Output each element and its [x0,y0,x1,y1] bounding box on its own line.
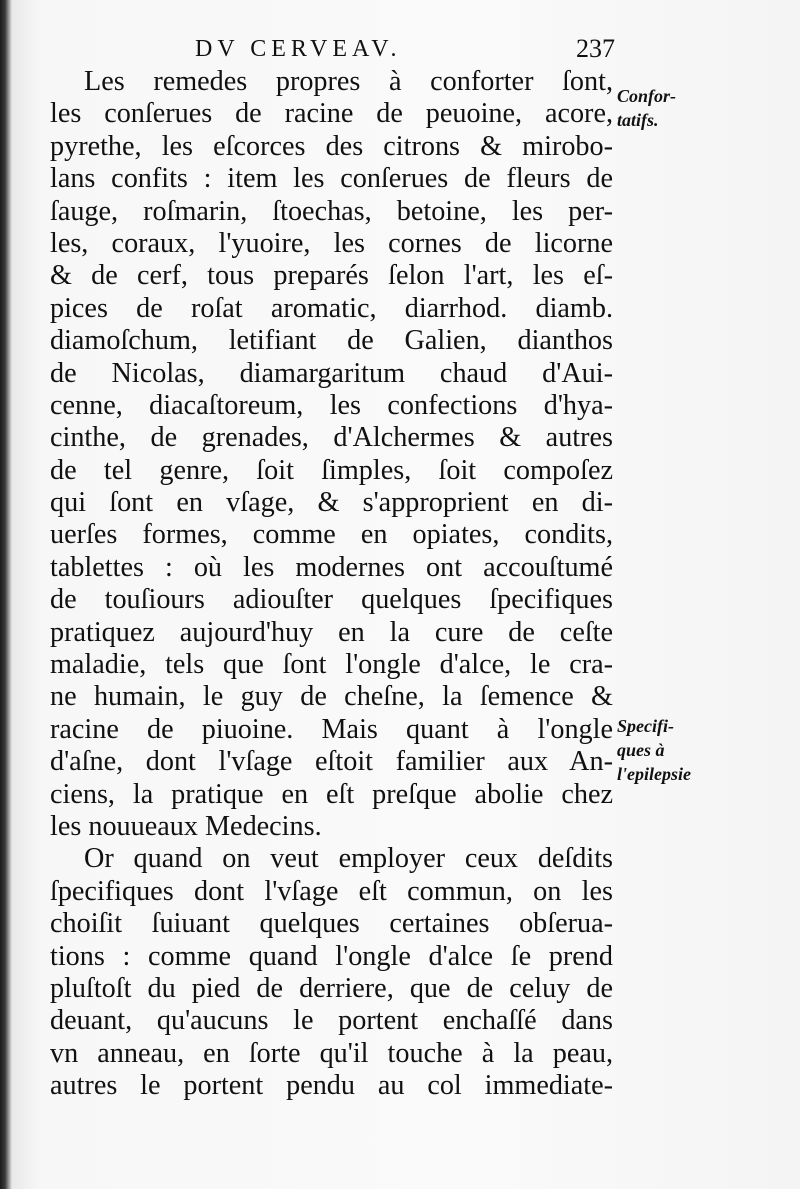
text-line: maladie, tels que ſont l'ongle d'alce, le cra- [50,649,613,681]
text-line: Les remedes propres à conforter ſont, [84,66,613,97]
text-line: les, coraux, l'yuoire, les cornes de licorne [50,227,613,259]
text-line: les conſerues de racine de peuoine, acore, [50,98,613,130]
text-line: ne humain, le guy de cheſne, la ſemence & [50,681,613,713]
text-line: uerſes formes, comme en opiates, condits, [50,519,613,551]
text-line: tions : comme quand l'ongle d'alce ſe prend [50,940,613,972]
margin-note-line: Confor- [617,86,677,106]
page-number: 237 [576,34,615,63]
text-line: tablettes : où les modernes ont accouſtumé [50,551,613,583]
text-line: les nouueaux Medecins. [50,810,322,842]
text-line: pratiquez aujourd'huy en la cure de ceſte [50,616,613,648]
text-line: d'aſne, dont l'vſage eſtoit familier aux An- [50,746,613,778]
text-line: qui ſont en vſage, & s'approprient en di- [50,487,613,519]
text-line: de Nicolas, diamargaritum chaud d'Aui- [50,357,613,389]
margin-note-specifiques [617,714,800,786]
text-line: autres le portent pendu au col immediate- [50,1070,613,1102]
text-line: de touſiours adiouſter quelques ſpecifiques [50,584,613,616]
body-text [50,66,613,1103]
text-line: ſauge, roſmarin, ſtoechas, betoine, les per- [50,195,613,227]
paragraph-1 [50,66,613,843]
text-line: pyrethe, les eſcorces des citrons & mirobo- [50,130,613,162]
text-line: & de cerf, tous preparés ſelon l'art, les eſ- [50,260,613,292]
text-line: diamoſchum, letifiant de Galien, dianthos [50,325,613,357]
text-line: cenne, diacaſtoreum, les confections d'hya- [50,389,613,421]
text-line: Or quand on veut employer ceux deſdits [84,843,613,875]
running-head [195,36,615,64]
margin-note-line: Specifi- [617,716,674,736]
running-title: DV CERVEAV. [195,36,402,62]
text-line: pices de roſat aromatic, diarrhod. diamb. [50,292,613,324]
text-line: ſpecifiques dont l'vſage eſt commun, on les [50,875,613,907]
margin-note-line: l'epilepsie [617,764,691,784]
text-line: ciens, la pratique en eſt preſque abolie chez [50,778,613,810]
text-line: lans confits : item les conſerues de fleurs de [50,163,613,195]
text-line: de tel genre, ſoit ſimples, ſoit compoſez [50,454,613,486]
margin-note-line: ques à [617,740,665,760]
margin-note-line: tatifs. [617,110,659,130]
text-line: cinthe, de grenades, d'Alchermes & autres [50,422,613,454]
text-line: racine de piuoine. Mais quant à l'ongle [50,713,613,745]
paragraph-2 [50,843,613,1102]
text-line: deuant, qu'aucuns le portent enchaſſé dans [50,1005,613,1037]
margin-note-confortatifs [617,84,800,132]
text-line: choiſit ſuiuant quelques certaines obſerua- [50,908,613,940]
text-line: vn anneau, en ſorte qu'il touche à la peau, [50,1037,613,1069]
text-line: pluſtoſt du pied de derriere, que de celuy de [50,972,613,1004]
